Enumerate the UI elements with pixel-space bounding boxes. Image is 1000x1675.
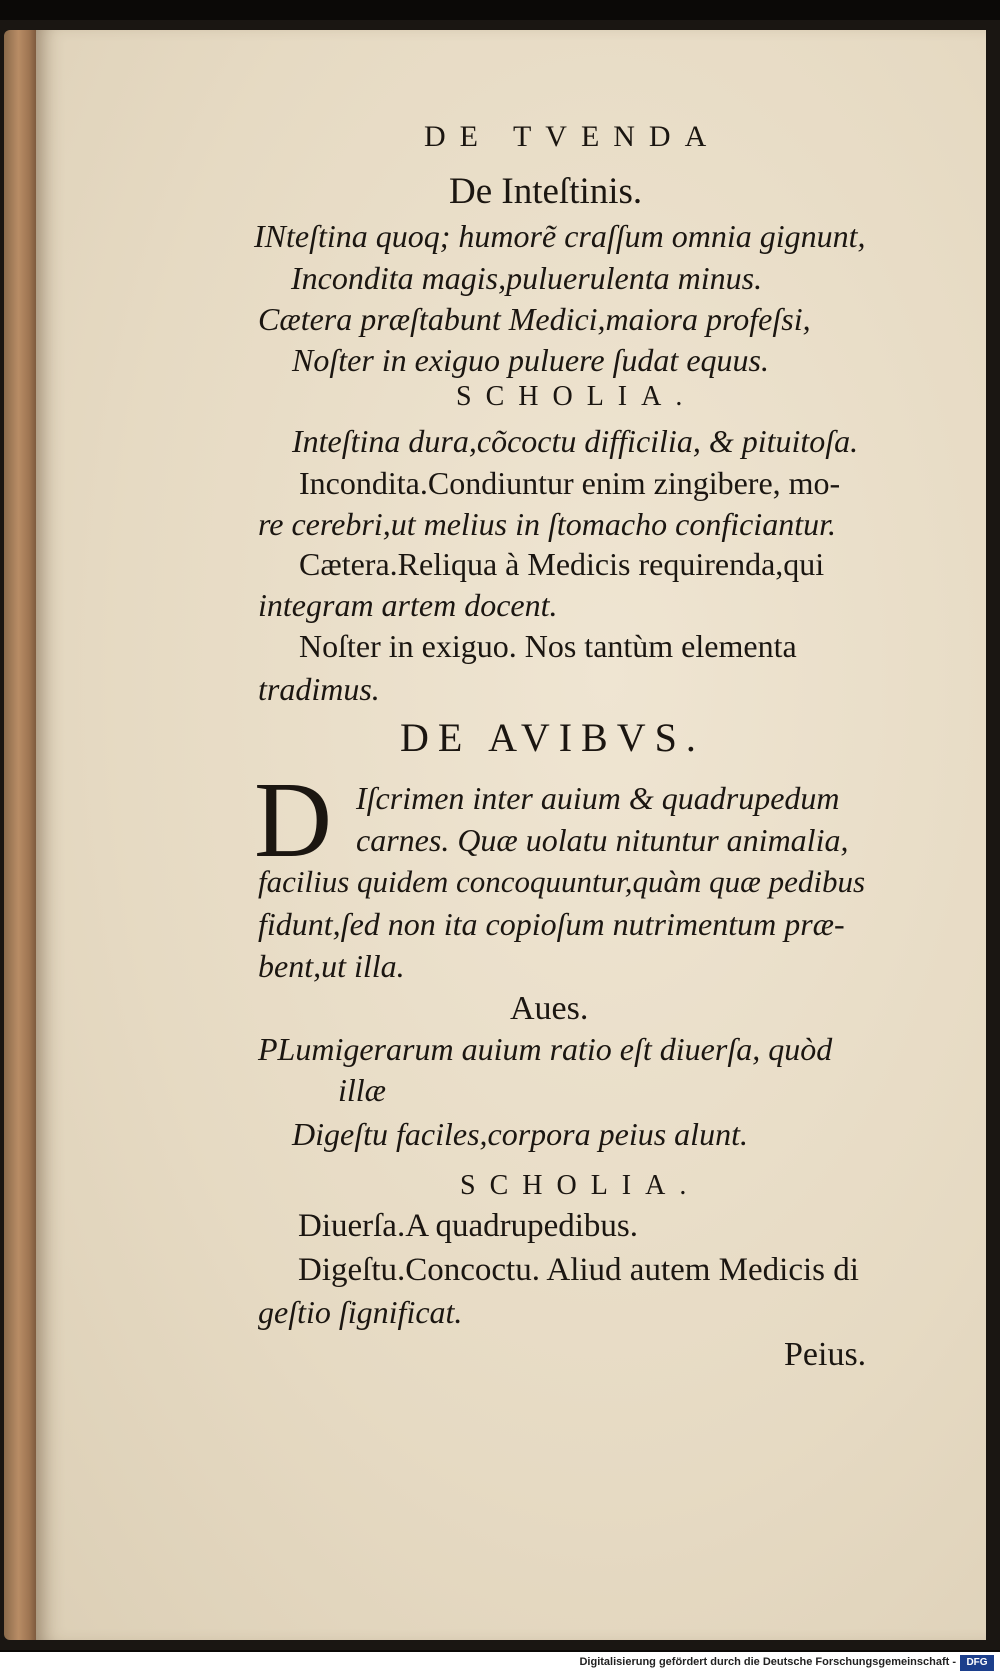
verse-line-3: Cætera præſtabunt Medici,maiora profeſsi, xyxy=(258,301,811,337)
dfg-logo: DFG xyxy=(960,1655,994,1671)
catchword: Peius. xyxy=(784,1336,867,1373)
running-head: DE TVENDA xyxy=(424,120,721,153)
scholia-1-line-1: Inteſtina dura,cõcoctu difficilia, & pituitoſa. xyxy=(292,423,859,459)
scholia-heading-1: SCHOLIA. xyxy=(456,381,697,412)
scholia-heading-2: SCHOLIA. xyxy=(460,1170,701,1201)
book-page xyxy=(36,30,986,1640)
prose-line-5: bent,ut illa. xyxy=(258,948,405,984)
scholia-2-line-1: Diuerſa.A quadrupedibus. xyxy=(298,1208,639,1244)
drop-cap: D xyxy=(254,761,332,880)
scholia-1-line-6: Noſter in exiguo. Nos tantùm elementa xyxy=(299,628,797,664)
section-title-avibus: DE AVIBVS. xyxy=(400,715,705,760)
scholia-1-line-5: integram artem docent. xyxy=(258,587,558,623)
prose-line-2: carnes. Quæ uolatu nituntur animalia, xyxy=(356,822,849,858)
section-title-intestinis: De Inteſtinis. xyxy=(449,171,643,212)
aues-verse-line-2: illæ xyxy=(338,1072,387,1108)
aues-verse-line-3: Digeſtu faciles,corpora peius alunt. xyxy=(292,1116,748,1152)
scholia-2-line-2: Digeſtu.Concoctu. Aliud autem Medicis di xyxy=(298,1252,859,1288)
book-page-edges xyxy=(4,30,40,1640)
verse-line-1: INteſtina quoq; humorẽ craſſum omnia gignunt, xyxy=(254,218,866,254)
verse-line-4: Noſter in exiguo puluere ſudat equus. xyxy=(292,342,769,378)
scholia-1-line-7: tradimus. xyxy=(258,671,380,707)
scholia-1-line-3: re cerebri,ut melius in ſtomacho conficiantur. xyxy=(258,506,836,542)
subtitle-aues: Aues. xyxy=(510,990,589,1027)
scholia-2-line-3: geſtio ſignificat. xyxy=(258,1294,463,1330)
prose-line-3: facilius quidem concoquuntur,quàm quæ pedibus xyxy=(258,864,866,899)
scholia-1-line-4: Cætera.Reliqua à Medicis requirenda,qui xyxy=(299,546,825,582)
scholia-1-line-2: Incondita.Condiuntur enim zingibere, mo- xyxy=(299,465,841,501)
verse-line-2: Incondita magis,puluerulenta minus. xyxy=(291,260,763,296)
prose-line-1: Iſcrimen inter auium & quadrupedum xyxy=(356,780,840,816)
footer-credit: Digitalisierung gefördert durch die Deutsche Forschungsgemeinschaft - xyxy=(579,1656,956,1668)
aues-verse-line-1: PLumigerarum auium ratio eſt diuerſa, quòd xyxy=(258,1031,833,1067)
prose-line-4: fidunt,ſed non ita copioſum nutrimentum præ- xyxy=(258,906,845,942)
footer-bar xyxy=(0,1652,1000,1675)
